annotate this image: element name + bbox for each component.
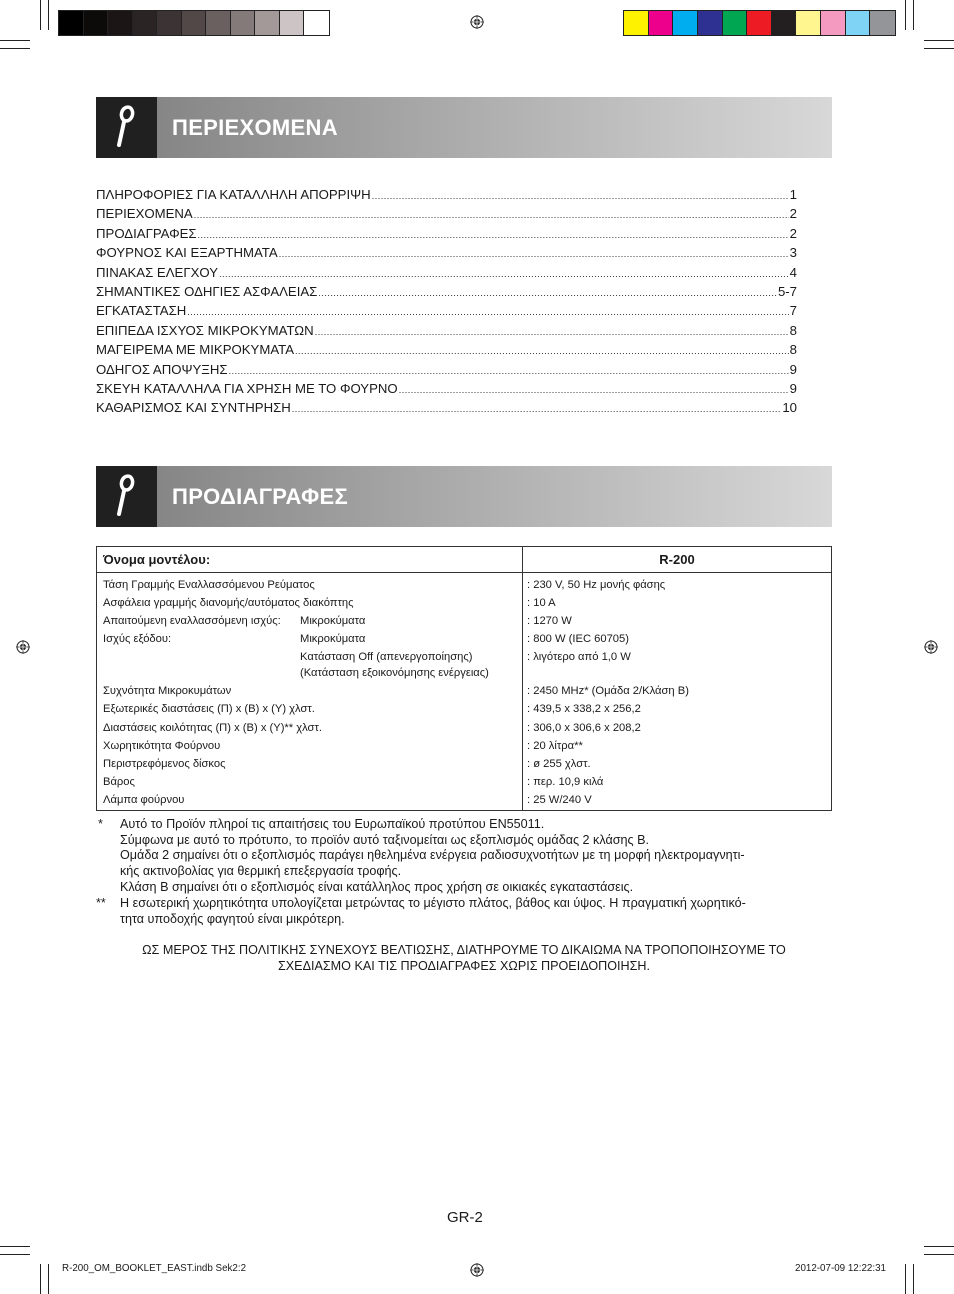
footnote-mark: * <box>98 817 103 831</box>
text-line: Αυτό το Προϊόν πληροί τις απαιτήσεις του Ευρωπαϊκού προτύπου EN55011. <box>120 817 545 831</box>
policy-statement <box>96 943 832 974</box>
grayscale-strip <box>58 10 330 36</box>
toc-leader-dots <box>194 210 789 220</box>
color-swatch <box>673 11 698 35</box>
toc-entry <box>96 342 797 361</box>
spec-sublabel: Μικροκύματα <box>300 615 366 627</box>
color-swatch <box>108 11 133 35</box>
crop-mark <box>924 40 954 41</box>
info-icon <box>96 97 157 158</box>
color-swatch <box>280 11 305 35</box>
color-swatch <box>649 11 674 35</box>
spec-value: : 1270 W <box>527 615 572 627</box>
toc-entry-page: 1 <box>789 187 797 202</box>
color-swatch <box>796 11 821 35</box>
spec-value: : λιγότερο από 1,0 W <box>527 651 631 663</box>
toc-entry-page: 3 <box>789 245 797 261</box>
spec-sublabel: Κατάσταση Off (απενεργοποίησης) <box>300 651 473 663</box>
footer-filename: R-200_OM_BOOKLET_EAST.indb Sek2:2 <box>62 1263 247 1274</box>
toc-entry-page: 2 <box>789 206 797 222</box>
crop-mark <box>0 40 30 41</box>
section-header-contents <box>96 97 832 158</box>
spec-label: Περιστρεφόμενος δίσκος <box>103 758 226 770</box>
toc-entry-page: 10 <box>782 400 797 416</box>
model-name-label: Όνομα μοντέλου: <box>103 552 211 567</box>
crop-mark <box>0 1246 30 1247</box>
section-header-specifications <box>96 466 832 527</box>
spec-label: Ασφάλεια γραμμής διανομής/αυτόματος διακόπτης <box>103 597 354 609</box>
toc-entry <box>96 303 797 322</box>
color-swatch <box>723 11 748 35</box>
spec-value: : 20 λίτρα** <box>527 740 583 752</box>
page-number: GR-2 <box>447 1209 483 1226</box>
spec-value: : 25 W/240 V <box>527 794 592 806</box>
registration-target-icon <box>470 1263 484 1277</box>
text-line: τητα υποδοχής φαγητού είναι μικρότερη. <box>120 911 345 926</box>
spec-value: : 800 W (IEC 60705) <box>527 633 629 645</box>
toc-entry-page: 9 <box>789 361 797 377</box>
spec-sublabel: (Κατάσταση εξοικονόμησης ενέργειας) <box>300 667 489 679</box>
registration-target-icon <box>16 640 30 654</box>
text-line: Κλάση B σημαίνει ότι ο εξοπλισμός είναι κατάλληλος προς χρήση σε οικιακές εγκαταστάσεις. <box>120 879 634 894</box>
text-line: Ομάδα 2 σημαίνει ότι ο εξοπλισμός παράγει ηθελημένα ενέργεια ραδιοσυχνοτήτων με τη μορφή ηλεκτρομαγνητι- <box>120 848 745 863</box>
model-name-value: R-200 <box>659 552 695 567</box>
registration-target-icon <box>924 640 938 654</box>
spec-sublabel: Μικροκύματα <box>300 633 366 645</box>
color-swatch <box>157 11 182 35</box>
toc-leader-dots <box>229 366 789 376</box>
toc-entry <box>96 226 797 245</box>
toc-entry-page: 4 <box>789 264 797 280</box>
toc-leader-dots <box>295 346 789 356</box>
toc-entry <box>96 284 797 303</box>
footnote-1 <box>120 817 832 896</box>
spec-value: : 10 A <box>527 597 556 609</box>
toc-leader-dots <box>318 288 777 298</box>
toc-entry-page: 5-7 <box>777 283 797 299</box>
table-of-contents <box>96 187 797 420</box>
info-icon <box>96 466 157 527</box>
toc-entry-page: 8 <box>789 342 797 358</box>
toc-leader-dots <box>219 269 789 279</box>
spec-label: Εξωτερικές διαστάσεις (Π) x (Β) x (Υ) χλστ. <box>103 703 315 715</box>
color-swatch <box>698 11 723 35</box>
spec-value: : 439,5 x 338,2 x 256,2 <box>527 703 641 715</box>
spec-label: Συχνότητα Μικροκυμάτων <box>103 685 232 697</box>
toc-entry <box>96 400 797 419</box>
color-swatch <box>747 11 772 35</box>
text-line: Σύμφωνα με αυτό το πρότυπο, το προϊόν αυτό ταξινομείται ως εξοπλισμός ομάδας 2 κλάσης B. <box>120 832 649 847</box>
crop-mark <box>40 1264 41 1294</box>
toc-leader-dots <box>187 307 788 317</box>
spec-label: Ισχύς εξόδου: <box>103 633 172 645</box>
color-swatch <box>846 11 871 35</box>
toc-entry-page: 2 <box>789 225 797 241</box>
spec-label: Απαιτούμενη εναλλασσόμενη ισχύς: <box>103 615 281 627</box>
toc-entry-label: ΦΟΥΡΝΟΣ ΚΑΙ ΕΞΑΡΤΗΜΑΤΑ <box>96 245 278 261</box>
toc-leader-dots <box>372 191 789 201</box>
color-swatch <box>255 11 280 35</box>
toc-entry-label: ΠΙΝΑΚΑΣ ΕΛΕΓΧΟΥ <box>96 264 219 280</box>
toc-entry <box>96 187 797 206</box>
color-swatch <box>304 11 329 35</box>
crop-mark <box>924 48 954 49</box>
spec-value: : περ. 10,9 κιλά <box>527 776 604 788</box>
text-line: ΩΣ ΜΕΡΟΣ ΤΗΣ ΠΟΛΙΤΙΚΗΣ ΣΥΝΕΧΟΥΣ ΒΕΛΤΙΩΣΗΣ, ΔΙΑΤΗΡΟΥΜΕ ΤΟ ΔΙΚΑΙΩΜΑ ΝΑ ΤΡΟΠΟΠΟΙΗΣΟΥΜΕ ΤΟ <box>142 943 786 957</box>
toc-entry-label: ΠΛΗΡΟΦΟΡΙΕΣ ΓΙΑ ΚΑΤΑΛΛΗΛΗ ΑΠΟΡΡΙΨΗ <box>96 187 371 202</box>
color-strip <box>623 10 896 36</box>
crop-mark <box>913 0 914 30</box>
toc-leader-dots <box>315 327 789 337</box>
color-swatch <box>821 11 846 35</box>
column-divider <box>522 547 523 810</box>
spec-label: Διαστάσεις κοιλότητας (Π) x (Β) x (Υ)** χλστ. <box>103 722 322 734</box>
toc-entry-page: 7 <box>789 303 797 319</box>
crop-mark <box>924 1254 954 1255</box>
crop-mark <box>0 48 30 49</box>
crop-mark <box>905 1264 906 1294</box>
spec-value: : 230 V, 50 Hz μονής φάσης <box>527 579 666 591</box>
color-swatch <box>231 11 256 35</box>
crop-mark <box>924 1246 954 1247</box>
crop-mark <box>0 1254 30 1255</box>
section-title: ΠΡΟΔΙΑΓΡΑΦΕΣ <box>172 484 348 509</box>
footnote-2 <box>120 896 832 927</box>
toc-entry-label: ΣΚΕΥΗ ΚΑΤΑΛΛΗΛΑ ΓΙΑ ΧΡΗΣΗ ΜΕ ΤΟ ΦΟΥΡΝΟ <box>96 380 398 396</box>
toc-entry-label: ΕΓΚΑΤΑΣΤΑΣΗ <box>96 303 187 319</box>
spec-value: : ø 255 χλστ. <box>527 758 591 770</box>
spec-value: : 306,0 x 306,6 x 208,2 <box>527 722 641 734</box>
color-swatch <box>59 11 84 35</box>
toc-entry-label: ΣΗΜΑΝΤΙΚΕΣ ΟΔΗΓΙΕΣ ΑΣΦΑΛΕΙΑΣ <box>96 283 318 299</box>
footnote-mark: ** <box>96 896 106 910</box>
registration-target-icon <box>470 15 484 29</box>
toc-entry-label: ΕΠΙΠΕΔΑ ΙΣΧΥΟΣ ΜΙΚΡΟΚΥΜΑΤΩΝ <box>96 322 314 338</box>
section-title: ΠΕΡΙΕΧΟΜΕΝΑ <box>172 115 338 140</box>
toc-entry-page: 9 <box>789 380 797 396</box>
crop-mark <box>48 0 49 30</box>
specifications-table <box>96 546 832 811</box>
toc-entry <box>96 381 797 400</box>
toc-entry <box>96 245 797 264</box>
color-swatch <box>624 11 649 35</box>
toc-leader-dots <box>399 385 789 395</box>
color-swatch <box>772 11 797 35</box>
crop-mark <box>48 1264 49 1294</box>
toc-entry-label: ΠΕΡΙΕΧΟΜΕΝΑ <box>96 206 193 222</box>
crop-mark <box>905 0 906 30</box>
text-line: κής ακτινοβολίας για θερμική επεξεργασία τροφής. <box>120 864 402 879</box>
spec-label: Χωρητικότητα Φούρνου <box>103 740 221 752</box>
toc-entry-label: ΜΑΓΕΙΡΕΜΑ ΜΕ ΜΙΚΡΟΚΥΜΑΤΑ <box>96 342 295 358</box>
toc-entry <box>96 265 797 284</box>
crop-mark <box>913 1264 914 1294</box>
spec-label: Τάση Γραμμής Εναλλασσόμενου Ρεύματος <box>103 579 315 591</box>
toc-entry-page: 8 <box>789 322 797 338</box>
toc-leader-dots <box>198 230 789 240</box>
toc-entry-label: ΟΔΗΓΟΣ ΑΠΟΨΥΞΗΣ <box>96 361 228 377</box>
toc-entry-label: ΠΡΟΔΙΑΓΡΑΦΕΣ <box>96 225 197 241</box>
toc-entry <box>96 206 797 225</box>
toc-entry-label: ΚΑΘΑΡΙΣΜΟΣ ΚΑΙ ΣΥΝΤΗΡΗΣΗ <box>96 400 291 416</box>
toc-entry <box>96 362 797 381</box>
toc-leader-dots <box>292 404 782 414</box>
color-swatch <box>206 11 231 35</box>
text-line: Η εσωτερική χωρητικότητα υπολογίζεται μετρώντας το μέγιστο πλάτος, βάθος και ύψος. Η πραγματική χωρητικό- <box>120 896 746 910</box>
spec-label: Βάρος <box>103 776 135 788</box>
toc-entry <box>96 323 797 342</box>
color-swatch <box>182 11 207 35</box>
color-swatch <box>84 11 109 35</box>
spec-label: Λάμπα φούρνου <box>103 794 185 806</box>
color-swatch <box>870 11 895 35</box>
toc-leader-dots <box>279 249 789 259</box>
crop-mark <box>40 0 41 30</box>
text-line: ΣΧΕΔΙΑΣΜΟ ΚΑΙ ΤΙΣ ΠΡΟΔΙΑΓΡΑΦΕΣ ΧΩΡΙΣ ΠΡΟΕΙΔΟΠΟΙΗΣΗ. <box>277 958 650 973</box>
spec-value: : 2450 MHz* (Ομάδα 2/Κλάση B) <box>527 685 689 697</box>
footer-datetime: 2012-07-09 12:22:31 <box>795 1263 886 1274</box>
color-swatch <box>133 11 158 35</box>
